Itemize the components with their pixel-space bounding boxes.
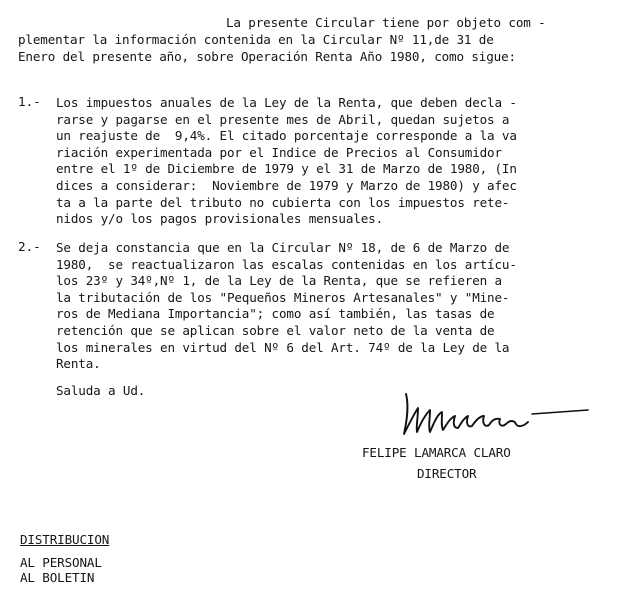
- closing-greeting: Saluda a Ud.: [56, 383, 146, 398]
- item-2-paragraph: [56, 240, 616, 373]
- item-1-line: un reajuste de 9,4%. El citado porcentaje corresponde a la va: [56, 128, 517, 144]
- item-1-line: riación experimentada por el Indice de Precios al Consumidor: [56, 144, 502, 160]
- item-2-line: retención que se aplican sobre el valor neto de la venta de: [56, 322, 495, 338]
- signer-name: FELIPE LAMARCA CLARO: [362, 445, 511, 460]
- item-2-line: la tributación de los "Pequeños Mineros Artesanales" y "Mine-: [56, 289, 510, 305]
- item-2-line: 1980, se reactualizaron las escalas contenidas en los artícu-: [56, 256, 517, 272]
- intro-line-3: Enero del presente año, sobre Operación Renta Año 1980, como sigue:: [18, 49, 516, 64]
- item-2-number: 2.-: [18, 239, 41, 254]
- item-1-line: dices a considerar: Noviembre de 1979 y Marzo de 1980) y afec: [56, 177, 517, 193]
- intro-line-1: La presente Circular tiene por objeto com -: [226, 15, 546, 30]
- item-1-line: nidos y/o los pagos provisionales mensuales.: [56, 211, 384, 227]
- item-1-paragraph: [56, 95, 616, 228]
- item-2-line: ros de Mediana Importancia"; como así también, las tasas de: [56, 306, 495, 322]
- item-2-line: los 23º y 34º,Nº 1, de la Ley de la Renta, que se refieren a: [56, 273, 502, 289]
- handwritten-signature: [400, 388, 590, 444]
- item-2-line: los minerales en virtud del Nº 6 del Art. 74º de la Ley de la: [56, 339, 510, 355]
- item-2-line: Se deja constancia que en la Circular Nº 18, de 6 de Marzo de: [56, 240, 510, 255]
- item-1-line: Los impuestos anuales de la Ley de la Renta, que deben decla -: [56, 95, 517, 110]
- item-2-line: Renta.: [56, 356, 101, 372]
- distribution-heading: DISTRIBUCION: [20, 532, 110, 547]
- intro-line-2: plementar la información contenida en la Circular Nº 11,de 31 de: [18, 32, 494, 47]
- distribution-item: AL PERSONAL: [20, 555, 102, 570]
- signer-title: DIRECTOR: [417, 466, 477, 481]
- item-1-line: rarse y pagarse en el presente mes de Abril, quedan sujetos a: [56, 111, 510, 127]
- item-1-number: 1.-: [18, 94, 41, 109]
- item-1-line: ta a la parte del tributo no cubierta con los impuestos rete-: [56, 194, 510, 210]
- item-1-line: entre el 1º de Diciembre de 1979 y el 31 de Marzo de 1980, (In: [56, 161, 517, 177]
- distribution-item: AL BOLETIN: [20, 570, 95, 585]
